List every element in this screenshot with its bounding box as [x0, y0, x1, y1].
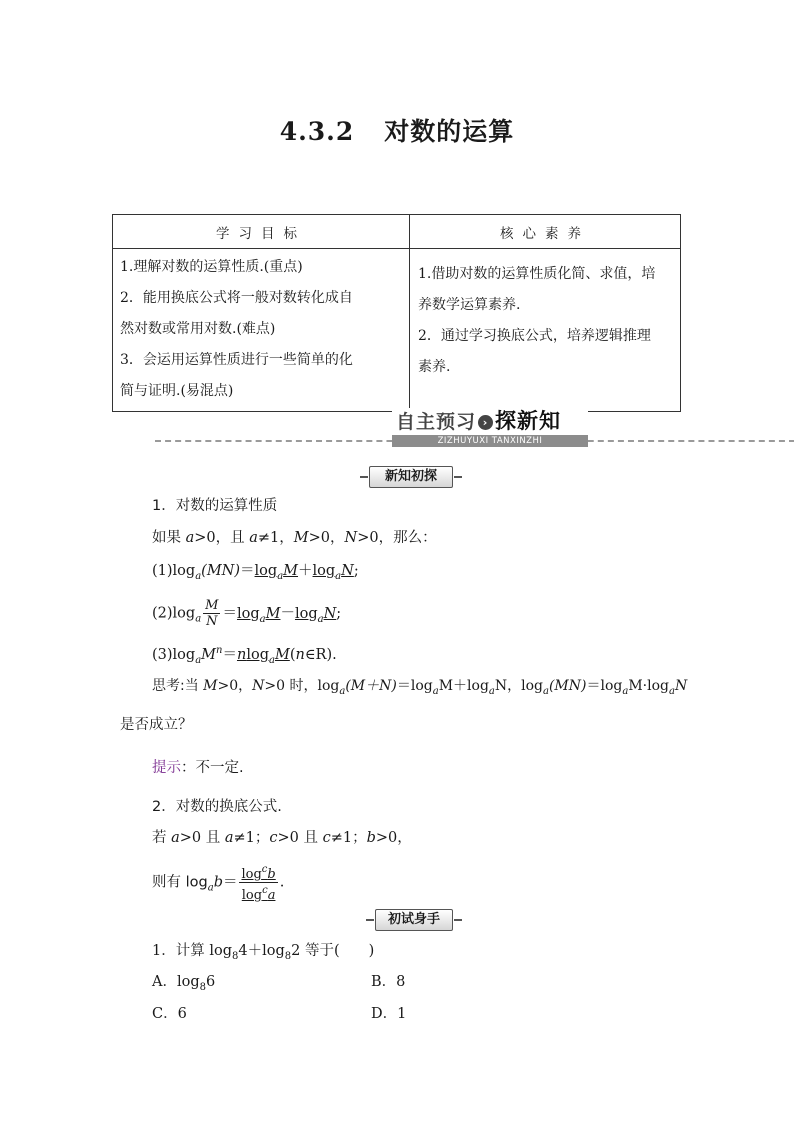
section-number: 4.3.2 — [279, 117, 355, 146]
section2-title: 2．对数的换底公式. — [152, 799, 282, 815]
literacy-line: 2．通过学习换底公式，培养逻辑推理 — [418, 328, 651, 344]
header-learning-goals: 学习目标 — [113, 215, 410, 249]
condition-line: 如果 a>0，且 a≠1，M>0，N>0，那么： — [152, 530, 437, 546]
header-core-literacy: 核心素养 — [410, 215, 681, 249]
goals-table — [112, 214, 681, 412]
literacy-line: 素养. — [418, 359, 451, 375]
fraction-m-over-n: $\frac{M}{N}$ — [205, 598, 219, 629]
question-1: 1．计算 $\log_84+\log_82$ 等于( ) — [152, 943, 375, 962]
banner-text-explore: 探新知 — [495, 409, 562, 433]
goal-line: 2．能用换底公式将一般对数转化成自 — [120, 290, 353, 306]
page-title — [0, 112, 794, 148]
option-d[interactable]: D．1 — [371, 1006, 407, 1022]
think-question: 思考:当 M>0，N>0 时，$\log_a(M+N)=\log_aM+\log_aN$，$\log_a(MN)=\log_aM\cdot\log_aN$ — [152, 678, 688, 697]
core-literacy-cell — [410, 249, 681, 412]
option-a[interactable]: A．$\log_86$ — [152, 974, 216, 993]
section-banner — [392, 408, 588, 448]
literacy-line: 养数学运算素养. — [418, 297, 521, 313]
tag-try-it: 初试身手 — [375, 909, 453, 931]
goal-line: 3．会运用运算性质进行一些简单的化 — [120, 352, 353, 368]
hint: 提示：不一定. — [152, 760, 244, 776]
section1-title: 1．对数的运算性质 — [152, 498, 278, 514]
section-title-text: 对数的运算 — [384, 117, 515, 146]
banner-text-preview: 自主预习 — [396, 411, 477, 433]
chevron-right-icon: › — [478, 415, 493, 430]
rule-quotient: $(2)\log_a$ $\frac{M}{N}$ $=\log_aM-\log_aN$; — [152, 598, 342, 629]
rule-product: $(1)\log_a(MN)=\log_aM+\log_aN$; — [152, 563, 359, 582]
fraction-log-base-c: $\frac{\log^cb}{\log^ca}$ — [241, 864, 276, 903]
banner-subtitle: ZIZHUYUXI TANXINZHI — [392, 435, 588, 447]
condition2-line: 若 a>0 且 a≠1；c>0 且 c≠1；b>0， — [152, 830, 412, 846]
goal-line: 然对数或常用对数.(难点) — [120, 321, 276, 337]
goal-line: 1.理解对数的运算性质.(重点) — [120, 259, 303, 275]
literacy-line: 1.借助对数的运算性质化简、求值，培 — [418, 266, 656, 282]
think-question-end: 是否成立？ — [120, 717, 193, 733]
option-b[interactable]: B．8 — [371, 974, 406, 990]
change-of-base-formula: 则有 $\log_ab=$ $\frac{\log^cb}{\log^ca}$ . — [152, 864, 285, 903]
rule-power: $(3)\log_aM^n=nlog_aM(n\in R)$. — [152, 645, 337, 666]
learning-goals-cell — [113, 249, 410, 412]
option-c[interactable]: C．6 — [152, 1006, 187, 1022]
hint-label: 提示 — [152, 760, 181, 776]
tag-new-knowledge: 新知初探 — [369, 466, 453, 488]
goal-line: 简与证明.(易混点) — [120, 383, 234, 399]
